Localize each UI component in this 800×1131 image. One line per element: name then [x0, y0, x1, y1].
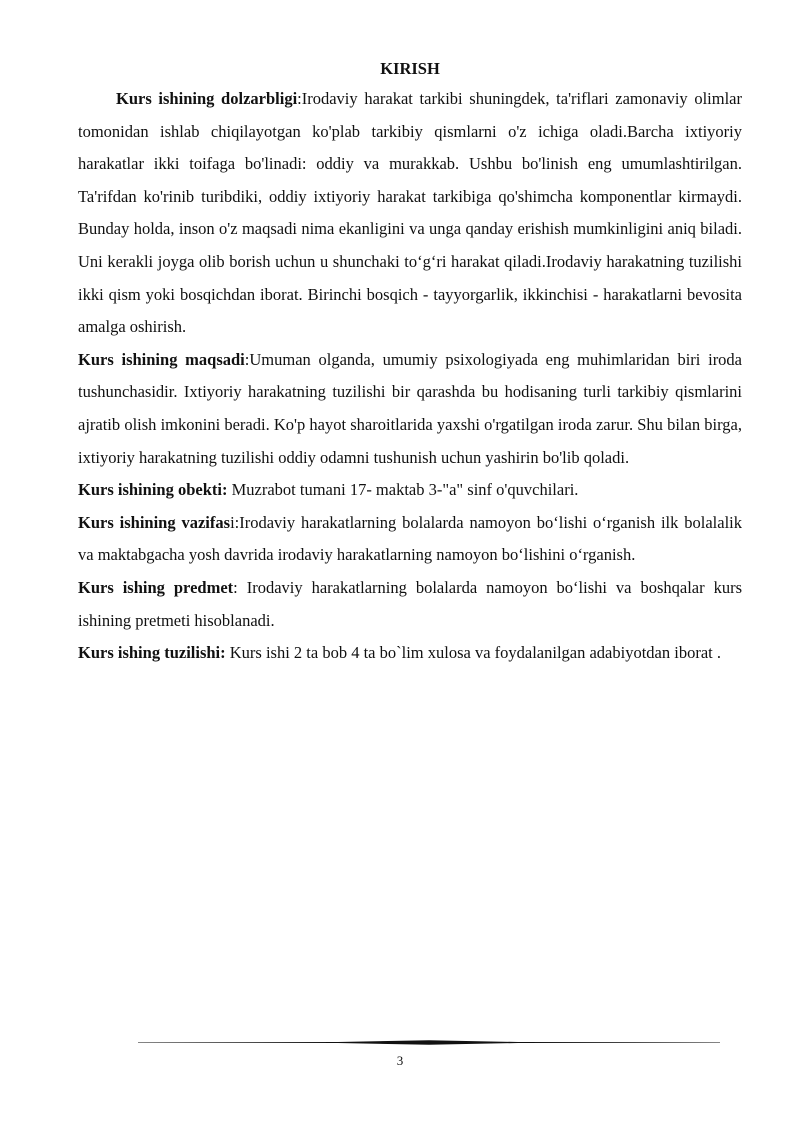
section-text: i:Irodaviy harakatlarning bolalarda namoyon bo‘lishi o‘rganish ilk bolalalik va maktabgacha yosh davrida irodaviy harakatlarning namoyon bo‘lishini o‘rganish. [78, 512, 742, 565]
section-label: Kurs ishining obekti: [78, 480, 228, 500]
section-label: Kurs ishing tuzilishi: [78, 643, 226, 663]
section-goal [78, 344, 742, 474]
footer-divider [138, 1040, 720, 1045]
section-text: :Umuman olganda, umumiy psixologiyada eng muhimlaridan biri iroda tushunchasidir. Ixtiyoriy harakatning tuzilishi bir qarashda bu hodisaning turli tarkibiy qismlarini ajratib olish imkonini beradi. Ko'p hayot sharoitlarida yaxshi o'rgatilgan iroda zarur. Shu bilan birga, ixtiyoriy harakatning tuzilishi oddiy odamni tushunish uchun yashirin bo'lib qoladi. [78, 349, 743, 467]
section-relevance [78, 83, 742, 344]
section-label: Kurs ishining vazifas [78, 512, 231, 532]
section-tasks [78, 507, 742, 572]
section-object [78, 474, 742, 507]
section-label: Kurs ishing predmet [78, 577, 234, 597]
page-number: 3 [396, 1053, 404, 1068]
page-title: KIRISH [380, 59, 440, 78]
section-subject [78, 572, 742, 637]
section-text: Muzrabot tumani 17- maktab 3-"a" sinf o'quvchilari. [227, 480, 579, 500]
section-label: Kurs ishining maqsadi [78, 349, 245, 369]
section-text: :Irodaviy harakat tarkibi shuningdek, ta'riflari zamonaviy olimlar tomonidan ishlab chiqilayotgan ko'plab tarkibiy qismlarni o'z ichiga oladi.Barcha ixtiyoriy harakatlar ikki toifaga bo'linadi: oddiy va murakkab. Ushbu bo'linish eng umumlashtirilgan. Ta'rifdan ko'rinib turibdiki, oddiy ixtiyoriy harakat tarkibiga qo'shimcha komponentlar kirmaydi. Bunday holda, inson o'z maqsadi nima ekanligini va unga qanday erishish mumkinligini aniq biladi. Uni kerakli joyga olib borish uchun u shunchaki to‘g‘ri harakat qiladi.Irodaviy harakatning tuzilishi ikki qism yoki bosqichdan iborat. Birinchi bosqich - tayyorgarlik, ikkinchisi - harakatlarni bevosita amalga oshirish. [78, 89, 743, 337]
section-text: : Irodaviy harakatlarning bolalarda namoyon bo‘lishi va boshqalar kurs ishining pretmeti hisoblanadi. [78, 577, 742, 630]
document-page [78, 57, 742, 670]
section-structure [78, 637, 742, 670]
section-text: Kurs ishi 2 ta bob 4 ta bo`lim xulosa va foydalanilgan adabiyotdan iborat . [225, 643, 721, 663]
section-label: Kurs ishining dolzarbligi [116, 89, 298, 108]
